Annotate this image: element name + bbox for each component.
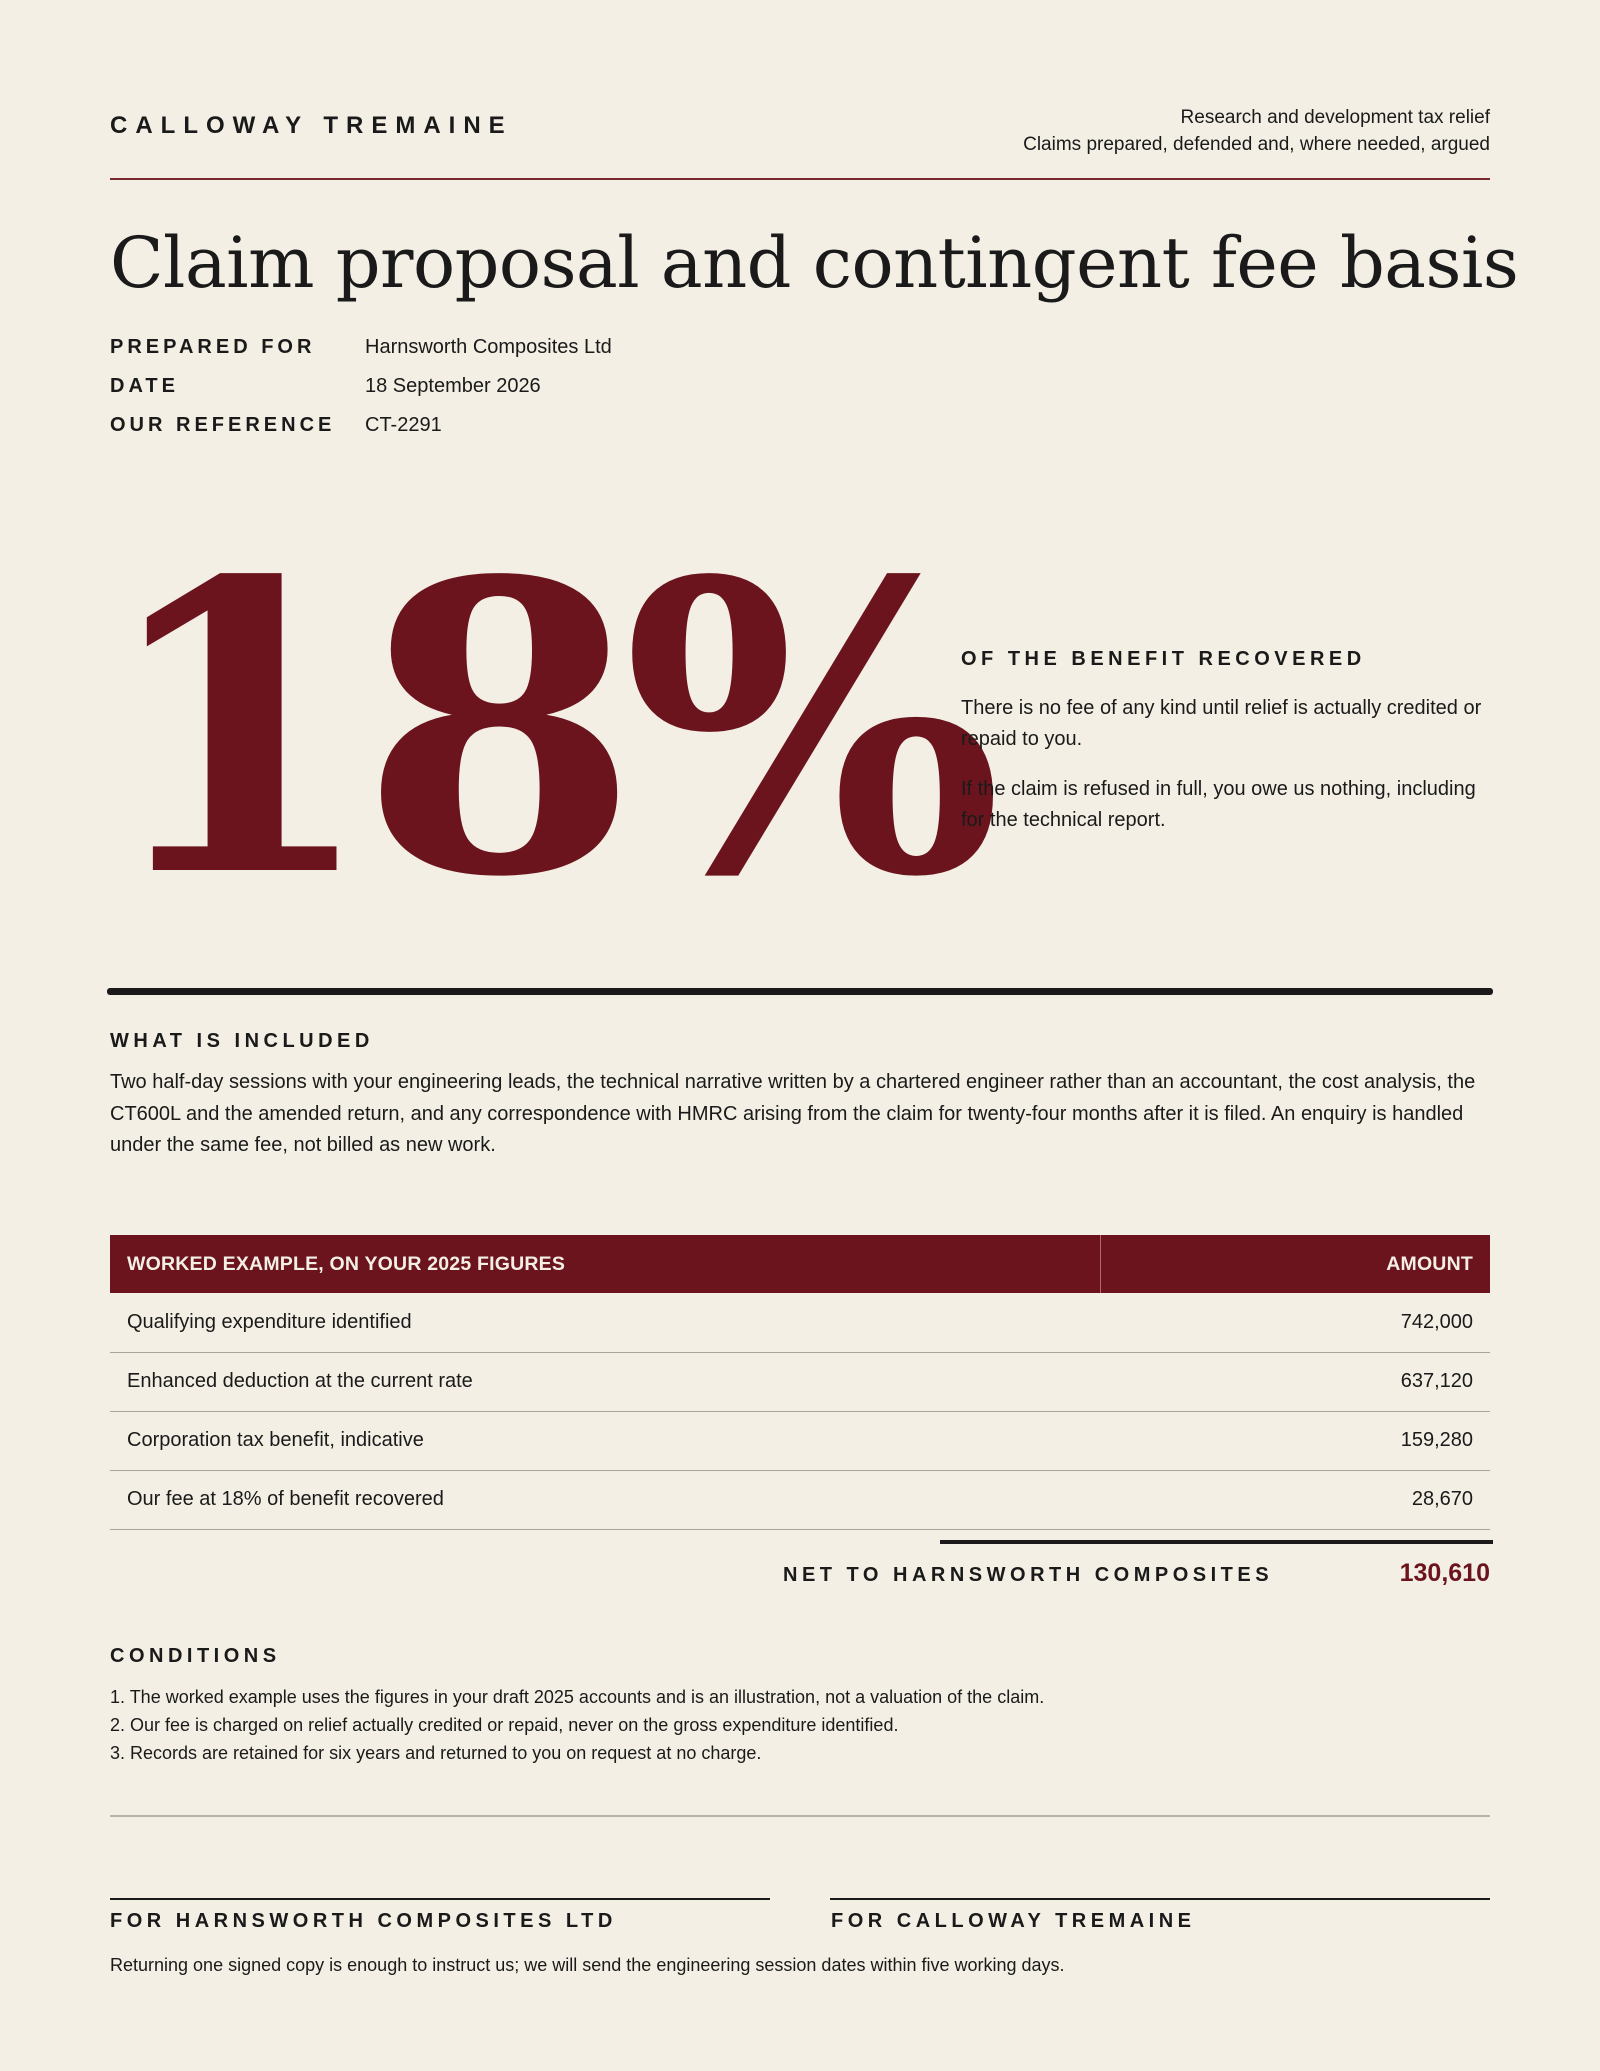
brand-name: CALLOWAY TREMAINE <box>110 112 513 139</box>
tagline-line-2: Claims prepared, defended and, where needed, argued <box>1023 134 1490 155</box>
firm-signature-label: FOR CALLOWAY TREMAINE <box>831 1910 1196 1932</box>
row-amount: 28,670 <box>1100 1470 1490 1529</box>
firm-signature-line[interactable] <box>830 1898 1490 1900</box>
column-header-amount: AMOUNT <box>1100 1235 1490 1293</box>
meta-value: Harnsworth Composites Ltd <box>365 336 612 358</box>
row-label: Our fee at 18% of benefit recovered <box>110 1470 1100 1529</box>
meta-label: DATE <box>110 375 179 397</box>
net-total-label: NET TO HARNSWORTH COMPOSITES <box>783 1564 1274 1586</box>
table-row <box>110 1293 1490 1352</box>
row-amount: 742,000 <box>1100 1293 1490 1352</box>
included-heading: WHAT IS INCLUDED <box>110 1030 374 1052</box>
row-amount: 637,120 <box>1100 1352 1490 1411</box>
fee-paragraph: There is no fee of any kind until relief is actually credited or repaid to you. <box>961 697 1482 750</box>
meta-value: 18 September 2026 <box>365 375 541 397</box>
header-divider <box>110 178 1490 180</box>
table-row <box>110 1470 1490 1529</box>
fee-heading: OF THE BENEFIT RECOVERED <box>961 648 1366 670</box>
row-label: Enhanced deduction at the current rate <box>110 1352 1100 1411</box>
meta-label: PREPARED FOR <box>110 336 316 358</box>
row-label: Qualifying expenditure identified <box>110 1293 1100 1352</box>
table-header-row <box>110 1235 1490 1293</box>
net-total-rule <box>940 1540 1493 1544</box>
client-signature-line[interactable] <box>110 1898 770 1900</box>
conditions-divider <box>110 1815 1490 1817</box>
net-total-value: 130,610 <box>1399 1559 1490 1587</box>
worked-example-table <box>110 1235 1490 1530</box>
meta-row-reference <box>110 414 612 453</box>
header-tagline <box>1023 104 1490 158</box>
meta-block <box>110 336 612 453</box>
conditions-list <box>110 1683 1044 1767</box>
row-amount: 159,280 <box>1100 1411 1490 1470</box>
meta-row-prepared-for <box>110 336 612 375</box>
page-title: Claim proposal and contingent fee basis <box>110 222 1519 304</box>
fee-explanation <box>961 648 1491 855</box>
meta-label: OUR REFERENCE <box>110 414 336 436</box>
footer-note: Returning one signed copy is enough to instruct us; we will send the engineering session dates within five working days. <box>110 1955 1065 1975</box>
condition-item: 2. Our fee is charged on relief actually credited or repaid, never on the gross expenditure identified. <box>110 1715 899 1735</box>
column-header-item: WORKED EXAMPLE, ON YOUR 2025 FIGURES <box>110 1235 1100 1293</box>
fee-percentage: 18% <box>98 495 987 965</box>
table-row <box>110 1411 1490 1470</box>
proposal-page <box>98 0 1519 2071</box>
row-label: Corporation tax benefit, indicative <box>110 1411 1100 1470</box>
client-signature-label: FOR HARNSWORTH COMPOSITES LTD <box>110 1910 617 1932</box>
meta-value: CT-2291 <box>365 414 442 436</box>
meta-row-date <box>110 375 612 414</box>
condition-item: 3. Records are retained for six years and returned to you on request at no charge. <box>110 1743 762 1763</box>
table-row <box>110 1352 1490 1411</box>
conditions-heading: CONDITIONS <box>110 1645 281 1667</box>
section-divider <box>107 988 1493 995</box>
condition-item: 1. The worked example uses the figures in your draft 2025 accounts and is an illustration, not a valuation of the claim. <box>110 1687 1045 1707</box>
included-body: Two half-day sessions with your engineering leads, the technical narrative written by a chartered engineer rather than an accountant, the cost analysis, the CT600L and the amended return, and any correspondence with HMRC arising from the claim for twenty-four months after it is filed. An enquiry is handled under the same fee, not billed as new work. <box>110 1071 1476 1156</box>
fee-paragraph: If the claim is refused in full, you owe us nothing, including for the technical report. <box>961 778 1476 831</box>
tagline-line-1: Research and development tax relief <box>1180 107 1490 128</box>
